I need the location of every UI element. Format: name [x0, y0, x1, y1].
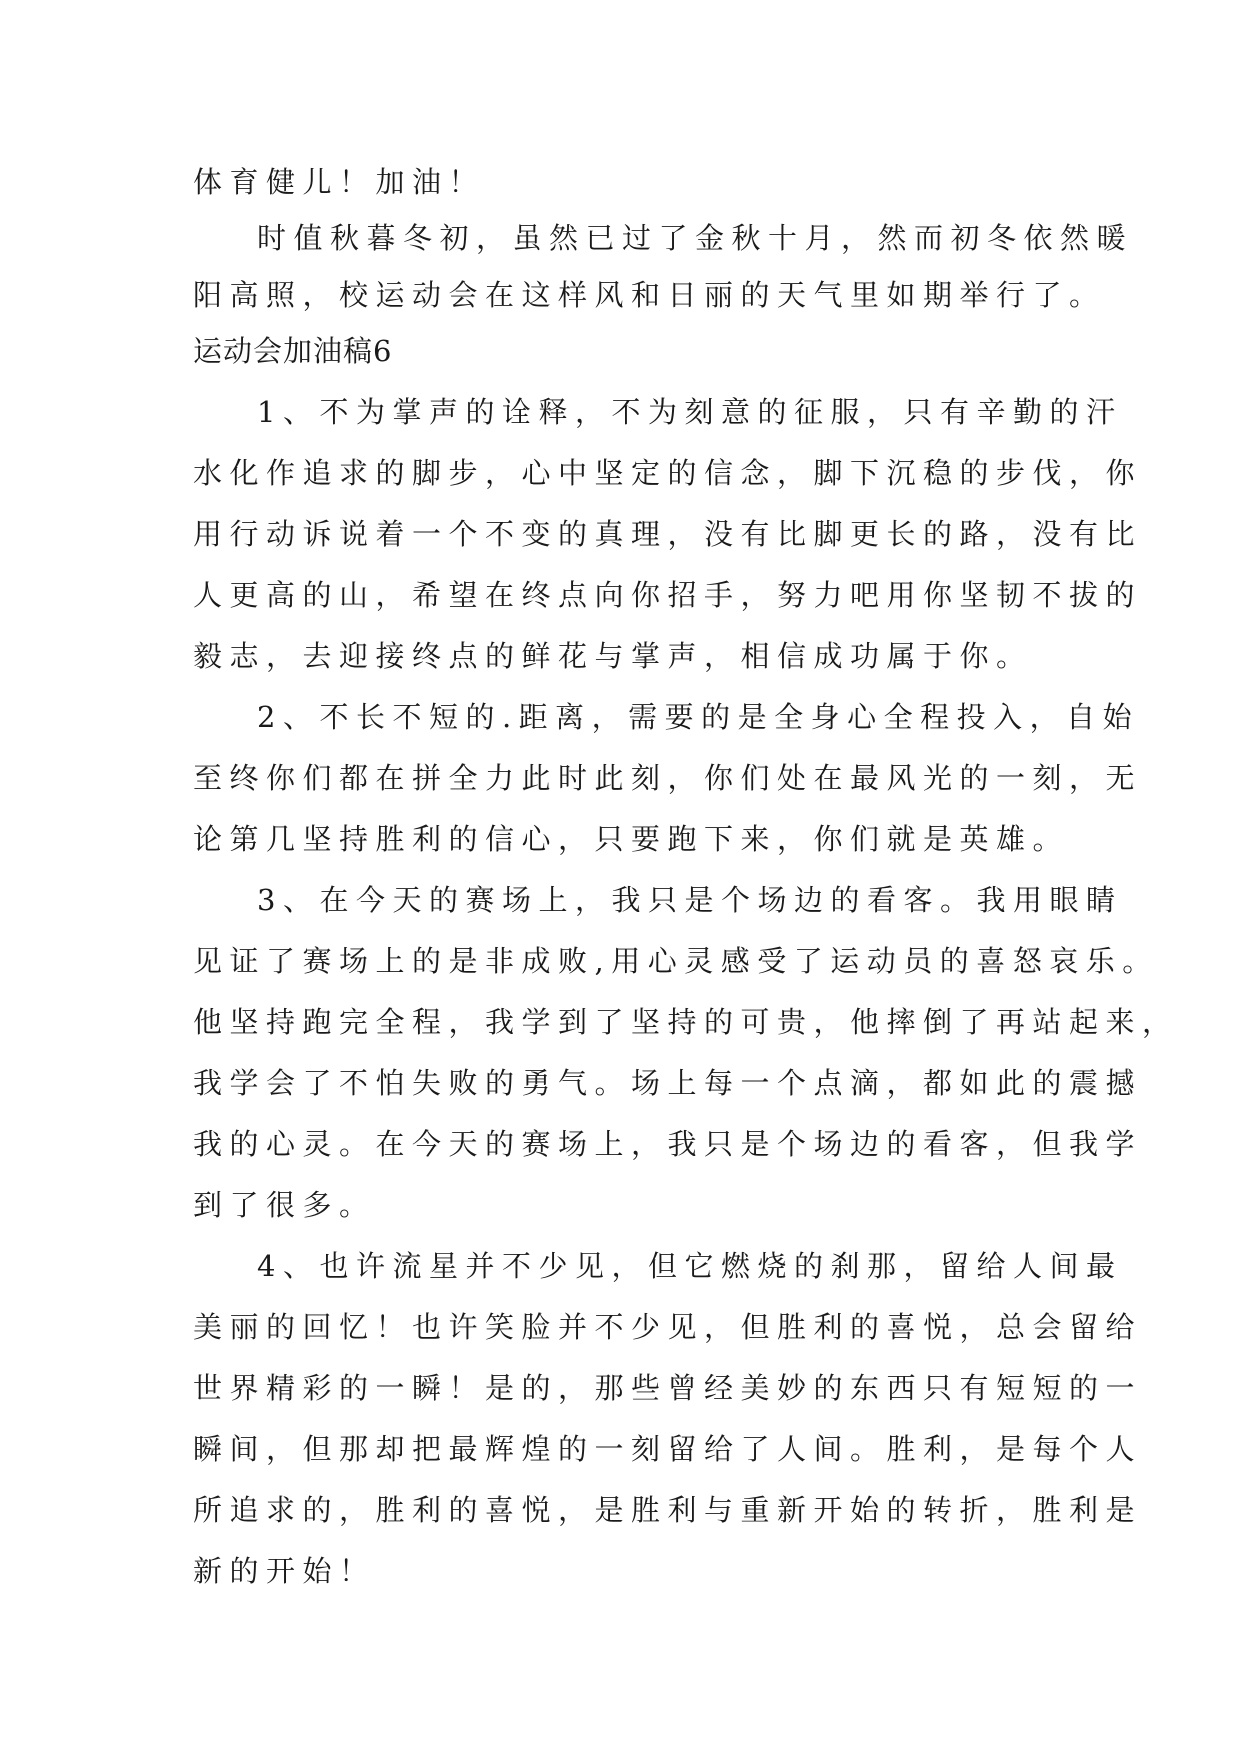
text-line: 人更高的山，希望在终点向你招手，努力吧用你坚韧不拔的	[193, 578, 1143, 612]
text-line: 见证了赛场上的是非成败,用心灵感受了运动员的喜怒哀乐。	[193, 944, 1159, 978]
text-line: 我的心灵。在今天的赛场上，我只是个场边的看客，但我学	[193, 1127, 1143, 1161]
text-line: 至终你们都在拼全力此时此刻，你们处在最风光的一刻，无	[193, 761, 1143, 795]
paragraph-first-line: 1、不为掌声的诠释，不为刻意的征服，只有辛勤的汗	[257, 395, 1123, 429]
text-line: 美丽的回忆！也许笑脸并不少见，但胜利的喜悦，总会留给	[193, 1310, 1143, 1344]
text-line: 水化作追求的脚步，心中坚定的信念，脚下沉稳的步伐，你	[193, 456, 1143, 490]
paragraph-first-line: 时值秋暮冬初，虽然已过了金秋十月，然而初冬依然暖	[257, 221, 1134, 255]
paragraph-first-line: 4、也许流星并不少见，但它燃烧的刹那，留给人间最	[257, 1249, 1123, 1283]
text-line: 体育健儿！加油！	[193, 165, 486, 199]
text-line: 我学会了不怕失败的勇气。场上每一个点滴，都如此的震撼	[193, 1066, 1143, 1100]
text-line: 到了很多。	[193, 1188, 376, 1222]
text-line: 世界精彩的一瞬！是的，那些曾经美妙的东西只有短短的一	[193, 1371, 1143, 1405]
paragraph-first-line: 2、不长不短的.距离，需要的是全身心全程投入，自始	[257, 700, 1140, 734]
text-line: 所追求的，胜利的喜悦，是胜利与重新开始的转折，胜利是	[193, 1493, 1143, 1527]
text-line: 新的开始！	[193, 1554, 376, 1588]
text-line: 论第几坚持胜利的信心，只要跑下来，你们就是英雄。	[193, 822, 1070, 856]
text-line: 毅志，去迎接终点的鲜花与掌声，相信成功属于你。	[193, 639, 1033, 673]
text-line: 瞬间，但那却把最辉煌的一刻留给了人间。胜利，是每个人	[193, 1432, 1143, 1466]
text-line: 用行动诉说着一个不变的真理，没有比脚更长的路，没有比	[193, 517, 1143, 551]
text-line: 他坚持跑完全程，我学到了坚持的可贵，他摔倒了再站起来，	[193, 1005, 1179, 1039]
section-heading: 运动会加油稿6	[193, 334, 393, 368]
document-body	[193, 156, 1179, 1602]
text-line: 阳高照，校运动会在这样风和日丽的天气里如期举行了。	[193, 278, 1106, 312]
paragraph-first-line: 3、在今天的赛场上，我只是个场边的看客。我用眼睛	[257, 883, 1123, 917]
